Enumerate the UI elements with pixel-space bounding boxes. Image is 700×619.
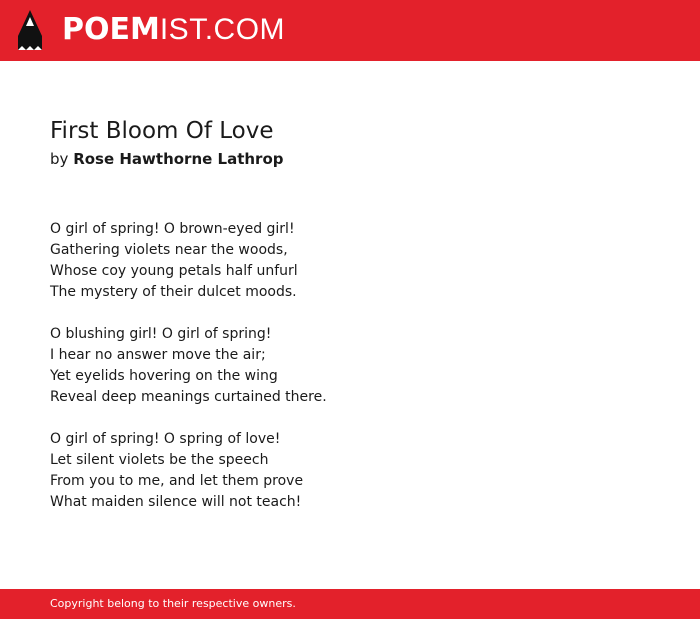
poem-line: Gathering violets near the woods, — [50, 242, 288, 258]
logo-bold-text: POEM — [62, 12, 160, 47]
poem-line: From you to me, and let them prove — [50, 473, 304, 489]
pencil-tip-icon[interactable] — [17, 9, 43, 51]
site-footer — [0, 589, 700, 619]
poem-line: Reveal deep meanings curtained there. — [50, 389, 327, 405]
poem-line: Whose coy young petals half unfurl — [50, 263, 298, 279]
logo-light-text: IST.COM — [159, 13, 286, 46]
poem-line: What maiden silence will not teach! — [50, 494, 302, 510]
poem-body — [50, 219, 650, 534]
copyright-notice: Copyright belong to their respective owners. — [50, 597, 296, 610]
poem-line: O blushing girl! O girl of spring! — [50, 326, 272, 342]
poem-stanza-1 — [50, 219, 650, 303]
site-logo[interactable] — [62, 12, 285, 48]
poem-line: Let silent violets be the speech — [50, 452, 269, 468]
poem-stanza-2 — [50, 324, 650, 408]
poem-stanza-3 — [50, 429, 650, 513]
poem-line: O girl of spring! O brown-eyed girl! — [50, 221, 295, 237]
poem-byline — [50, 149, 284, 169]
poem-line: O girl of spring! O spring of love! — [50, 431, 281, 447]
poem-line: Yet eyelids hovering on the wing — [50, 368, 278, 384]
site-header — [0, 0, 700, 61]
poem-title: First Bloom Of Love — [50, 118, 274, 144]
poem-author: Rose Hawthorne Lathrop — [73, 150, 284, 168]
by-label: by — [50, 150, 69, 168]
poem-line: The mystery of their dulcet moods. — [50, 284, 297, 300]
poem-line: I hear no answer move the air; — [50, 347, 266, 363]
